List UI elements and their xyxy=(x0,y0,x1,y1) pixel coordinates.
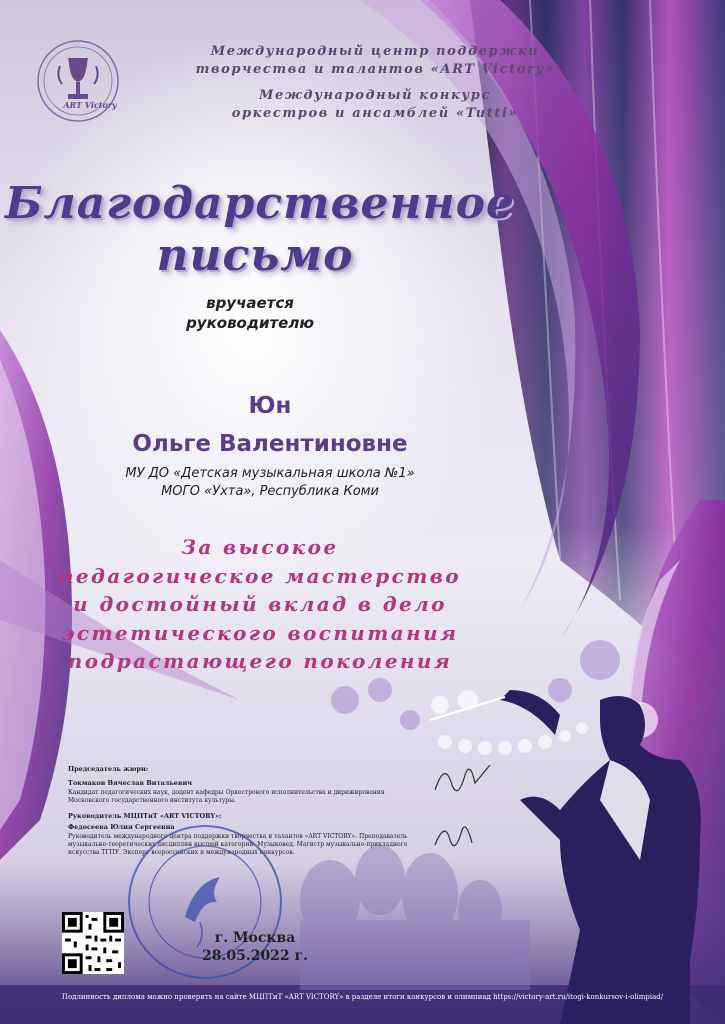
date: 28.05.2022 г. xyxy=(201,948,308,964)
chair-signature-icon xyxy=(430,755,500,805)
contest-name-line1: Международный конкурс xyxy=(259,88,491,103)
contest-name-line2: оркестров и ансамблей «Tutti» xyxy=(231,106,519,121)
center-head-label: Руководитель МЦПТиТ «ART VICTORY»: xyxy=(68,812,222,820)
jury-chair-description: Кандидат педагогических наук, доцент кафедры Оркестрового исполнительства и дирижирования Московского государственного института культуры. xyxy=(68,789,385,804)
trophy-logo-icon xyxy=(32,36,140,126)
recipient-name: Ольге Валентиновне xyxy=(132,431,408,457)
certificate-title-line2: письмо xyxy=(156,230,354,281)
reason-line3: и достойный вклад в дело xyxy=(73,592,447,616)
institution-line2: МОГО «Ухта», Республика Коми xyxy=(161,484,379,499)
verification-footer: Подлинность диплома можно проверить на сайте МЦПТиТ «ART VICTORY» в разделе итоги конкурсов и олимпиад https://victory-art.ru/itogi-konkursov-i-olimpiad/ xyxy=(61,993,664,1001)
center-head-description: Руководитель международного центра поддержки творчества и талантов «ART VICTORY». Преподаватель музыкально-теоретических дисциплин высшей категории. Музыковед. Магистр музыкально-прикладного искусства ТГПУ. Эксперт всероссийских и международных конкурсов. xyxy=(68,833,408,856)
subtitle-line1: вручается xyxy=(206,294,294,312)
reason-line2: педагогическое мастерство xyxy=(58,564,462,588)
organization-name-line1: Международный центр поддержки xyxy=(210,44,540,59)
reason-line5: подрастающего поколения xyxy=(67,649,453,673)
recipient-surname: Юн xyxy=(248,393,292,419)
jury-chair-label: Председатель жюри: xyxy=(68,765,149,773)
subtitle-line2: руководителю xyxy=(186,314,314,332)
city: г. Москва xyxy=(214,930,296,946)
head-signature-icon xyxy=(430,815,480,860)
logo-text: ART Victory xyxy=(63,100,117,110)
center-head-name: Федосеева Юлия Сергеевна xyxy=(68,823,175,831)
reason-line1: За высокое xyxy=(181,535,339,559)
reason-line4: эстетического воспитания xyxy=(61,621,459,645)
jury-chair-name: Токмаков Вячеслав Витальевич xyxy=(68,779,193,787)
certificate-title-line1: Благодарственное xyxy=(4,178,515,229)
organization-name-line2: творчества и талантов «ART Victory» xyxy=(195,62,555,77)
institution-line1: МУ ДО «Детская музыкальная школа №1» xyxy=(125,466,415,481)
qr-code-icon xyxy=(62,912,124,974)
